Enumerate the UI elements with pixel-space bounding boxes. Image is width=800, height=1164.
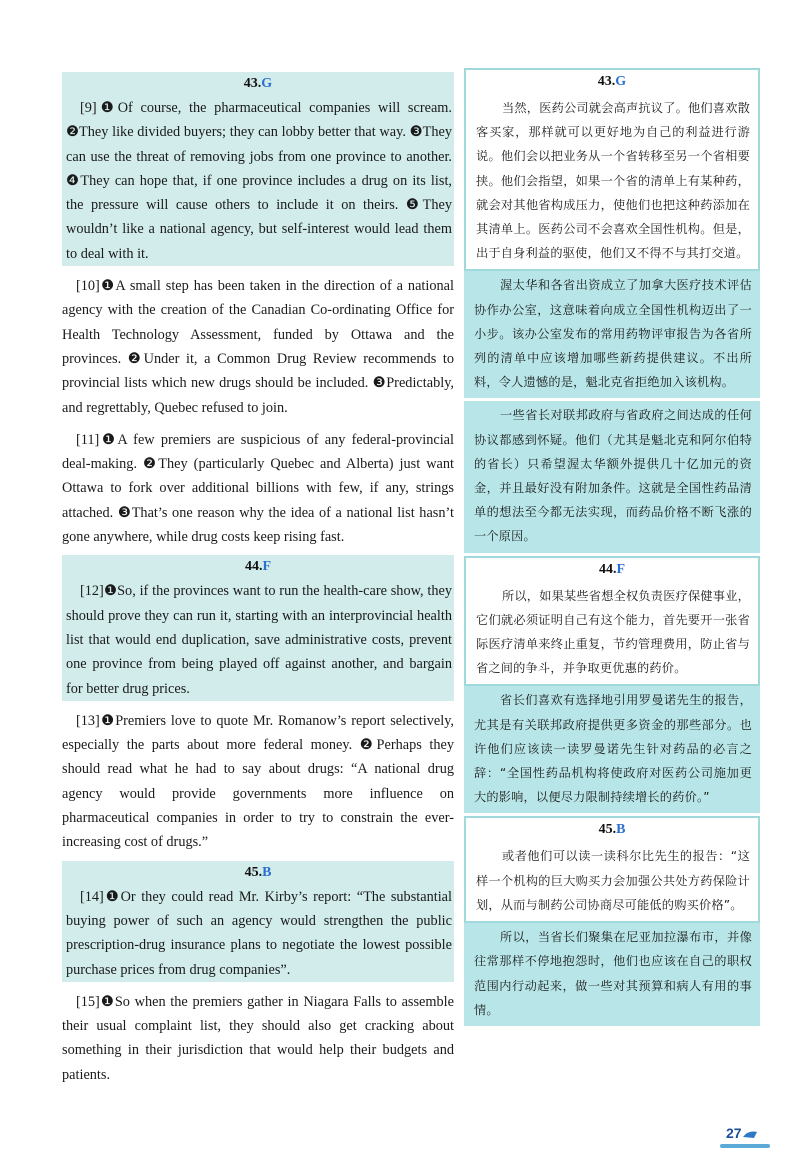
paragraph-13-translation-block: 省长们喜欢有选择地引用罗曼诺先生的报告，尤其是有关联邦政府提供更多资金的那些部分。也许他们应该读一读罗曼诺先生针对药品的必言之辞：“全国性药品机构将使政府对医药公司施加更大的影响，以便尽力限制持续增长的药价。” [464,686,760,813]
english-column [62,72,454,1087]
paragraph-10-translation-block: 渥太华和各省出资成立了加拿大医疗技术评估协作办公室，这意味着向成立全国性机构迈出了一小步。该办公室发布的常用药物评审报告为各省所列的清单中应该增加哪些新药提供建议。不出所料，令人遗憾的是，魁北克省拒绝加入该机构。 [464,271,760,398]
page-number-underline [720,1144,770,1148]
page-number: 27 [726,1125,742,1141]
paragraph-9: [9]❶Of course, the pharmaceutical companies will scream. ❷They like divided buyers; they can lobby better that way. ❸They can use the threat of removing jobs from one province to another. ❹They can hope that, if one province includes a drug on its list, the pressure will cause others to include it on theirs. ❺They wouldn’t like a national agency, but self-interest would lead them to deal with it. [66,100,452,262]
q45-answer: B [262,864,272,880]
paragraph-10: [10]❶A small step has been taken in the direction of a national agency with the creation of the Canadian Co-ordinating Office for Health Technology Assessment, funded by Ottawa and the provinces. ❷Under it, a Common Drug Review recommends to provincial lists which new drugs should be included. ❸Predictably, and regrettably, Quebec refused to join. [62,278,454,416]
q44-translation-heading: 44.F [598,561,626,577]
paragraph-15-translation-block: 所以，当省长们聚集在尼亚加拉瀑布市，并像往常那样不停地抱怨时，他们也应该在自己的职权范围内行动起来，做一些对其预算和病人有用的事情。 [464,923,760,1026]
paragraph-11: [11]❶A few premiers are suspicious of any federal-provincial deal-making. ❷They (particularly Quebec and Alberta) just want Ottawa to fork over additional billions with few, if any, strings attached. ❸That’s one reason why the idea of a national list hasn’t gone anywhere, while drug costs keep rising fast. [62,431,454,546]
q45-translation-heading: 45.B [598,822,626,838]
q44-heading: 44.F [244,559,272,575]
paragraph-13: [13]❶Premiers love to quote Mr. Romanow’s report selectively, especially the parts about more federal money. ❷Perhaps they should read what he had to say about drugs: “A national drug agency would provide governments more influence on pharmaceutical companies in order to try to constrain the ever-increasing cost of drugs.” [62,712,454,851]
page-corner-icon [742,1129,758,1139]
q43-translation: 当然，医药公司就会高声抗议了。他们喜欢散客买家，那样就可以更好地为自己的利益进行游说。他们会以把业务从一个省转移至另一个省相要挟。他们会指望，如果一个省的清单上有某种药，就会对其他省构成压力，使他们也把这种药添加在其清单上。医药公司不会喜欢全国性机构。但是，出于自身利益的驱使，他们又不得不与其打交道。 [476,101,750,261]
q43-answer: G [261,76,273,91]
q45-translation: 或者他们可以读一读科尔比先生的报告：“这样一个机构的巨大购买力会加强公共处方药保险计划，从而与制药公司协商尽可能低的购买价格”。 [476,849,750,912]
q45-heading: 45.B [244,864,272,880]
q43-heading: 43.G [243,76,273,91]
q43-translation-heading: 43.G [597,74,627,89]
paragraph-15: [15]❶So when the premiers gather in Niagara Falls to assemble their usual complaint list, they should also get cracking about something in their jurisdiction that would help their budgets and patients. [62,993,454,1083]
q44-block [62,555,454,700]
q44-answer: F [262,559,272,575]
q43-block [62,72,454,266]
q44-translation: 所以，如果某些省想全权负责医疗保健事业，它们就必须证明自己有这个能力，首先要开一张省际医疗清单来终止重复，节约管理费用，防止省与省之间的争斗，并争取更优惠的药价。 [476,588,750,676]
paragraph-11-translation-block: 一些省长对联邦政府与省政府之间达成的任何协议都感到怀疑。他们（尤其是魁北克和阿尔伯特的省长）只希望渥太华额外提供几十亿加元的资金，并且最好没有附加条件。这就是全国性药品清单的想法至今都无法实现，而药品价格不断飞涨的一个原因。 [464,401,760,552]
q43-translation-box [464,68,760,271]
paragraph-14: [14]❶Or they could read Mr. Kirby’s report: “The substantial buying power of such an agency would strengthen the public prescription-drug insurance plans to negotiate the lowest possible purchase prices from drug companies”. [66,888,452,978]
paragraph-12: [12]❶So, if the provinces want to run the health-care show, they should prove they can run it, starting with an interprovincial health list that would end duplication, save administrative costs, prevent one province from being played off against another, and bargain for better drug prices. [66,583,452,697]
chinese-column [464,68,760,1026]
q45-block [62,861,454,982]
q44-translation-box [464,556,760,687]
q45-translation-box [464,816,760,923]
